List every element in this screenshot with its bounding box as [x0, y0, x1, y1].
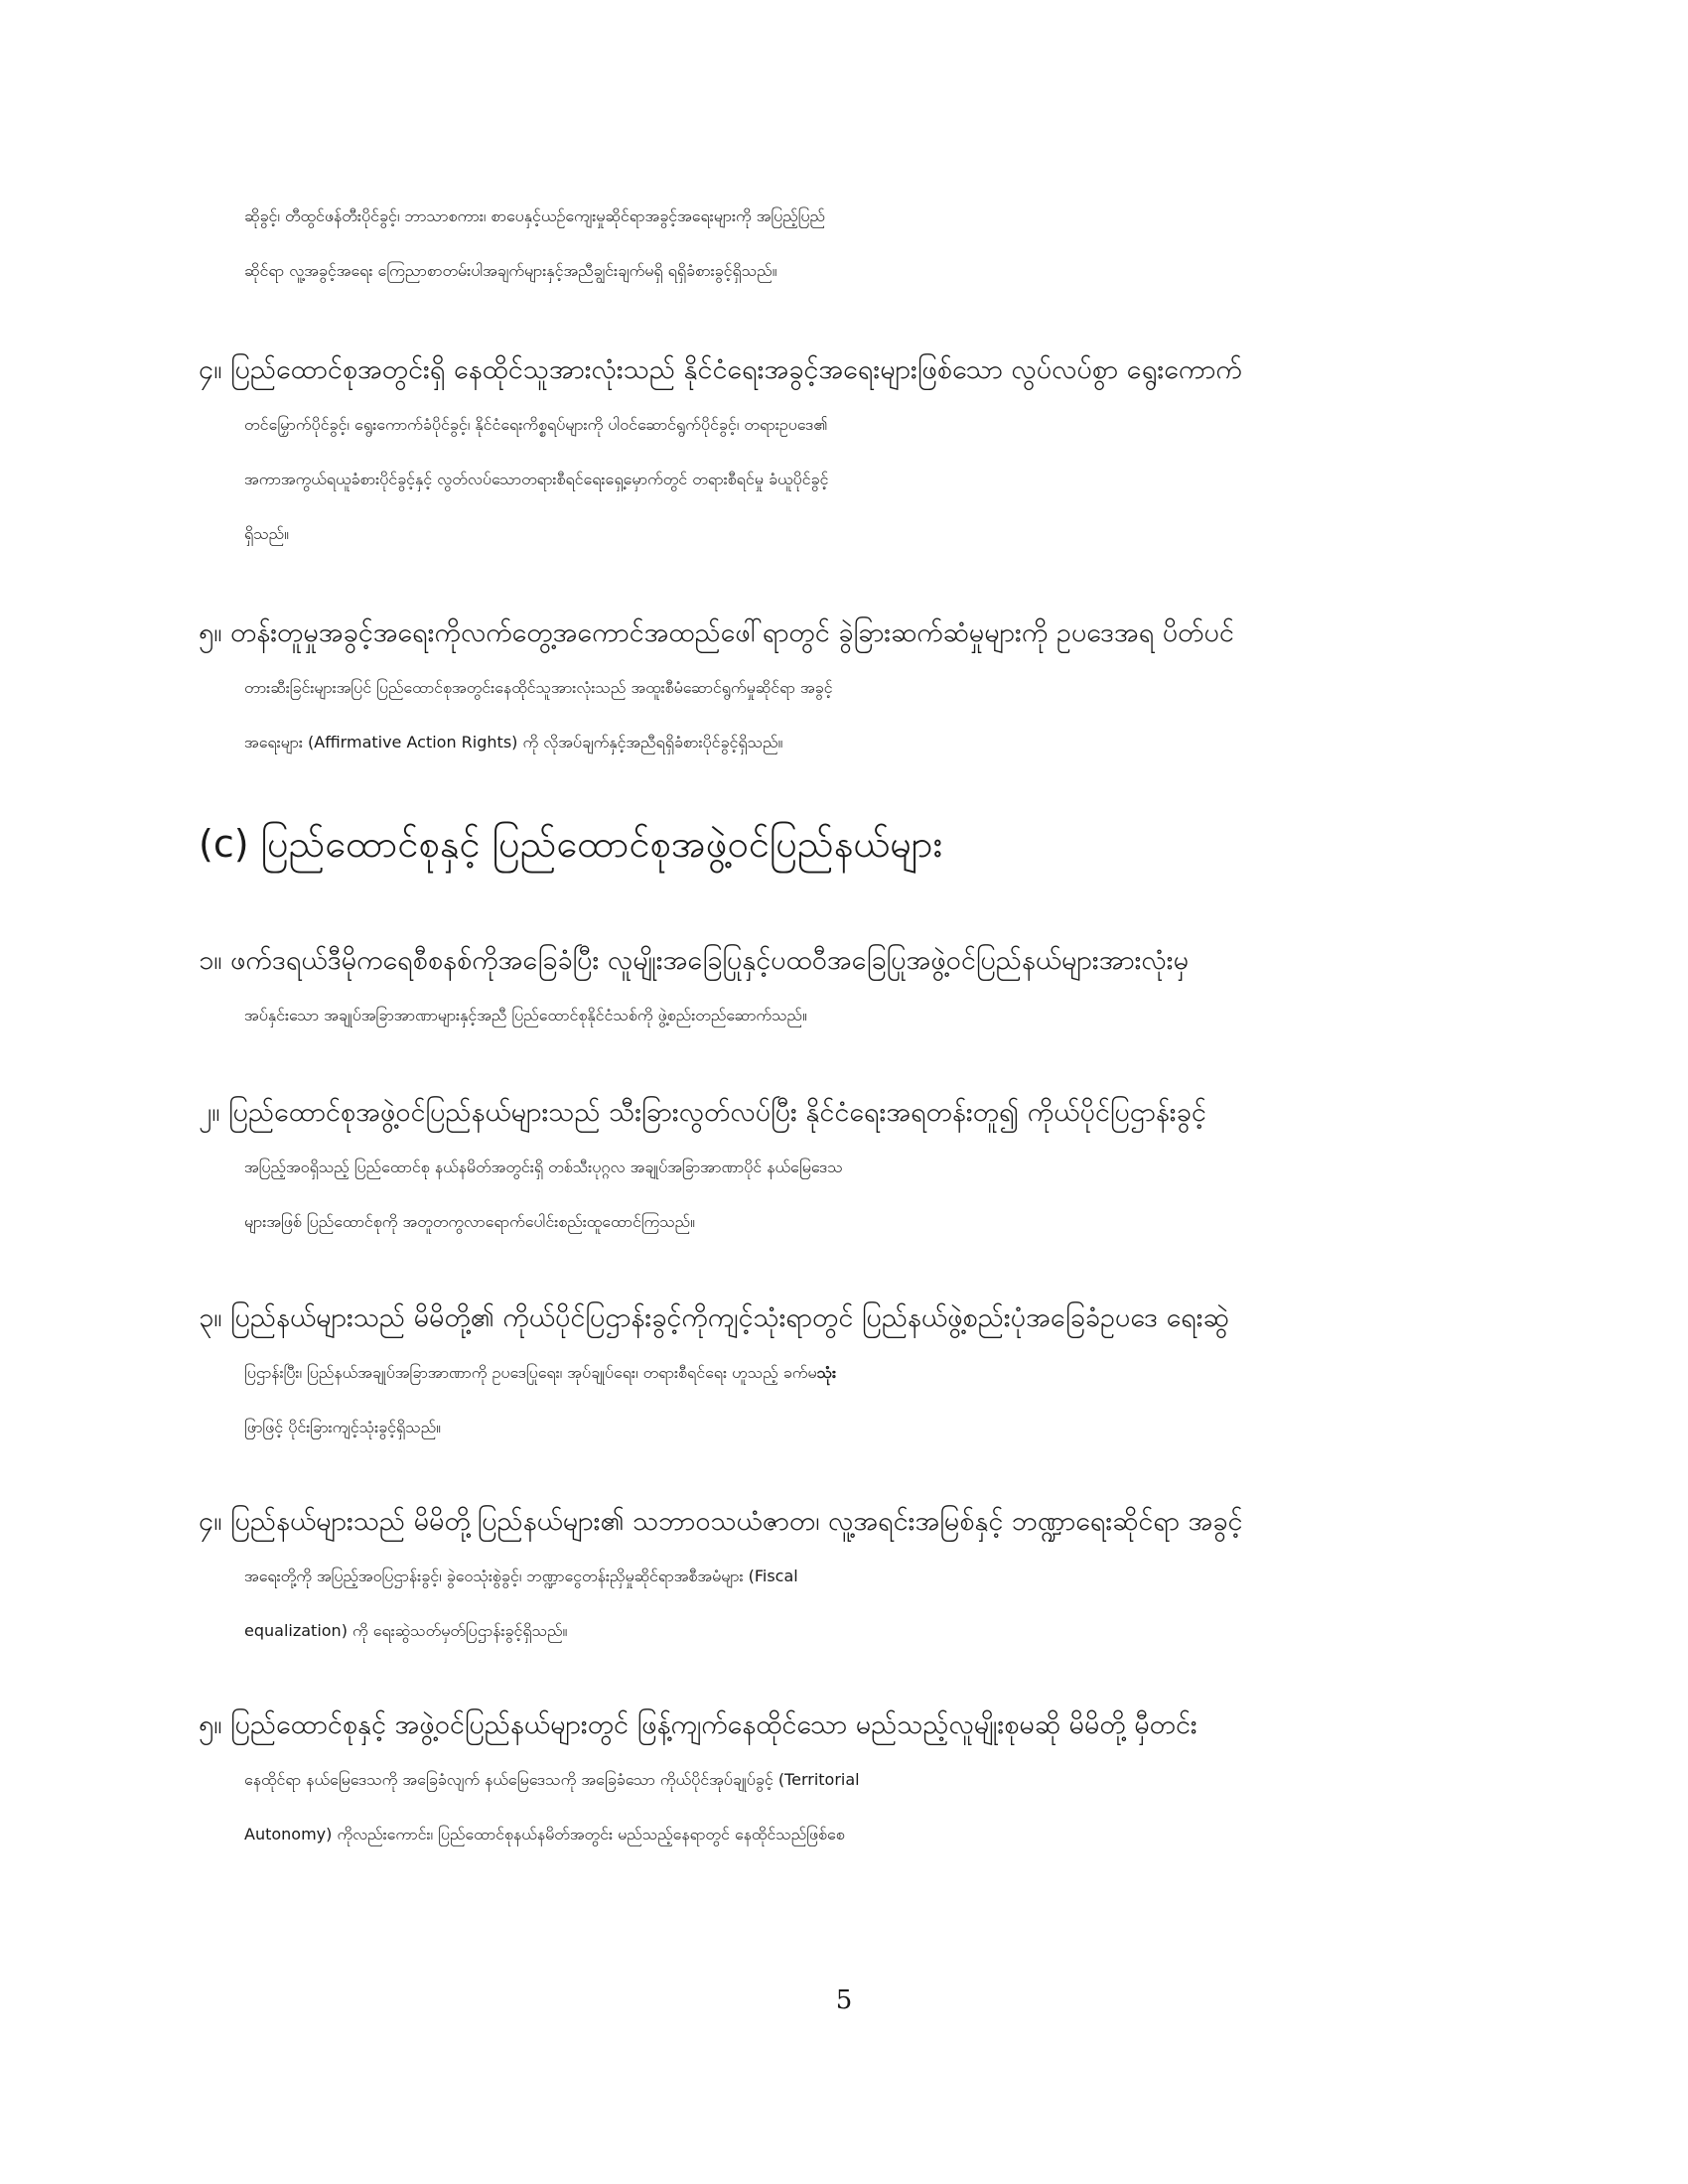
text-line: ၂။ ပြည်ထောင်စုအဖွဲ့ဝင်ပြည်နယ်များသည် သီးခြားလွတ်လပ်ပြီး နိုင်ငံရေးအရတန်းတူ၍ ကိုယ်ပိုင်ပြဌာန်းခွင့် [199, 1097, 1206, 1128]
text-line: အရေးများ (Affirmative Action Rights) ကို လိုအပ်ချက်နှင့်အညီရရှိခံစားပိုင်ခွင့်ရှိသည်။ [244, 733, 783, 751]
text-line: တင်မြှောက်ပိုင်ခွင့်၊ ရွေးကောက်ခံပိုင်ခွင့်၊ နိုင်ငံရေးကိစ္စရပ်များကို ပါဝင်ဆောင်ရွက်ပိုင်ခွင့်၊ တရားဥပဒေ၏ [244, 415, 828, 434]
section-item-1 [199, 933, 1489, 1042]
text-line: ၅။ ပြည်ထောင်စုနှင့် အဖွဲ့ဝင်ပြည်နယ်များတွင် ဖြန့်ကျက်နေထိုင်သော မည်သည့်လူမျိုးစုမဆို မိမိတို့ မှီတင်း [199, 1709, 1197, 1740]
text-line: Autonomy) ကိုလည်းကောင်း၊ ပြည်ထောင်စုနယ်နမိတ်အတွင်း မည်သည့်နေရာတွင် နေထိုင်သည်ဖြစ်စေ [244, 1825, 845, 1843]
text-line: ၃။ ပြည်နယ်များသည် မိမိတို့၏ ကိုယ်ပိုင်ပြဌာန်းခွင့်ကိုကျင့်သုံးရာတွင် ပြည်နယ်ဖွဲ့စည်းပုံအခြေခံဥပဒေ ရေးဆွဲ [199, 1302, 1229, 1333]
text-line: ၄။ ပြည်ထောင်စုအတွင်းရှိ နေထိုင်သူအားလုံးသည် နိုင်ငံရေးအခွင့်အရေးများဖြစ်သော လွပ်လပ်စွာ ရွေးကောက် [199, 354, 1242, 385]
page-number: 5 [835, 1985, 853, 2015]
section-heading: (c) ပြည်ထောင်စုနှင့် ပြည်ထောင်စုအဖွဲ့ဝင်ပြည်နယ်များ [199, 822, 943, 866]
section-item-2 [199, 1085, 1489, 1249]
section-item-5 [199, 1698, 1489, 1861]
section-item-3 [199, 1291, 1489, 1454]
text-line: အရေးတို့ကို အပြည့်အဝပြဌာန်းခွင့်၊ ခွဲဝေသုံးစွဲခွင့်၊ ဘဏ္ဍာငွေတန်းညှိမှုဆိုင်ရာအစီအမံများ (Fiscal [244, 1567, 798, 1585]
section-item-4 [199, 1494, 1489, 1658]
text-line: အပ်နှင်းသော အချုပ်အခြာအာဏာများနှင့်အညီ ပြည်ထောင်စုနိုင်ငံသစ်ကို ဖွဲ့စည်းတည်ဆောက်သည်။ [244, 1006, 807, 1024]
text-line: ၅။ တန်းတူမှုအခွင့်အရေးကိုလက်တွေ့အကောင်အထည်ဖေါ်ရာတွင် ခွဲခြားဆက်ဆံမှုများကို ဥပဒေအရ ပိတ်ပင် [199, 617, 1234, 648]
text-line: များအဖြစ် ပြည်ထောင်စုကို အတူတကွလာရောက်ပေါင်းစည်းထူထောင်ကြသည်။ [244, 1212, 695, 1231]
text-line: ဖြာဖြင့် ပိုင်းခြားကျင့်သုံးခွင့်ရှိသည်။ [244, 1418, 442, 1436]
text-segment: ပြဌာန်းပြီး၊ ပြည်နယ်အချုပ်အခြာအာဏာကို ဥပဒေပြုရေး၊ အုပ်ချုပ်ရေး၊ တရားစီရင်ရေး ဟူသည့် ခက်မ [244, 1363, 817, 1382]
text-line: ၁။ ဖက်ဒရယ်ဒီမိုကရေစီစနစ်ကိုအခြေခံပြီး လူမျိုးအခြေပြုနှင့်ပထဝီအခြေပြုအဖွဲ့ဝင်ပြည်နယ်များအားလုံးမှ [199, 945, 1190, 976]
text-line: အပြည့်အဝရှိသည့် ပြည်ထောင်စု နယ်နမိတ်အတွင်းရှိ တစ်သီးပုဂ္ဂလ အချုပ်အခြာအာဏာပိုင် နယ်မြေဒေသ [244, 1158, 843, 1176]
paragraph-item-5 [199, 606, 1489, 769]
text-line: ဆိုင်ရာ လူ့အခွင့်အရေး ကြေညာစာတမ်းပါအချက်များနှင့်အညီချွင်းချက်မရှိ ရရှိခံစားခွင့်ရှိသည်။ [244, 261, 777, 280]
intro-paragraph [199, 189, 1489, 298]
text-line: နေထိုင်ရာ နယ်မြေဒေသကို အခြေခံလျက် နယ်မြေဒေသကို အခြေခံသော ကိုယ်ပိုင်အုပ်ချုပ်ခွင့် (Territorial [244, 1770, 860, 1789]
text-line: ၄။ ပြည်နယ်များသည် မိမိတို့ပြည်နယ်များ၏ သဘာဝသယံဇာတ၊ လူ့အရင်းအမြစ်နှင့် ဘဏ္ဍာရေးဆိုင်ရာ အခွင့် [199, 1506, 1243, 1537]
paragraph-item-4 [199, 342, 1489, 561]
text-line [199, 1345, 1489, 1400]
text-line: အကာအကွယ်ရယူခံစားပိုင်ခွင့်နှင့် လွတ်လပ်သောတရားစီရင်ရေးရှေ့မှောက်တွင် တရားစီရင်မှု ခံယူပိုင်ခွင့် [244, 470, 829, 488]
text-line: ဆိုခွင့်၊ တီထွင်ဖန်တီးပိုင်ခွင့်၊ ဘာသာစကား၊ စာပေနှင့်ယဉ်ကျေးမှုဆိုင်ရာအခွင့်အရေးများကို အပြည့်ပြည် [244, 206, 825, 225]
bold-text: သုံး [816, 1363, 837, 1382]
text-line: equalization) ကို ရေးဆွဲသတ်မှတ်ပြဌာန်းခွင့်ရှိသည်။ [244, 1621, 568, 1640]
text-line: တားဆီးခြင်းများအပြင် ပြည်ထောင်စုအတွင်းနေထိုင်သူအားလုံးသည် အထူးစီမံဆောင်ရွက်မှုဆိုင်ရာ အခွင့် [244, 678, 833, 697]
text-line: ရှိသည်။ [244, 524, 289, 543]
